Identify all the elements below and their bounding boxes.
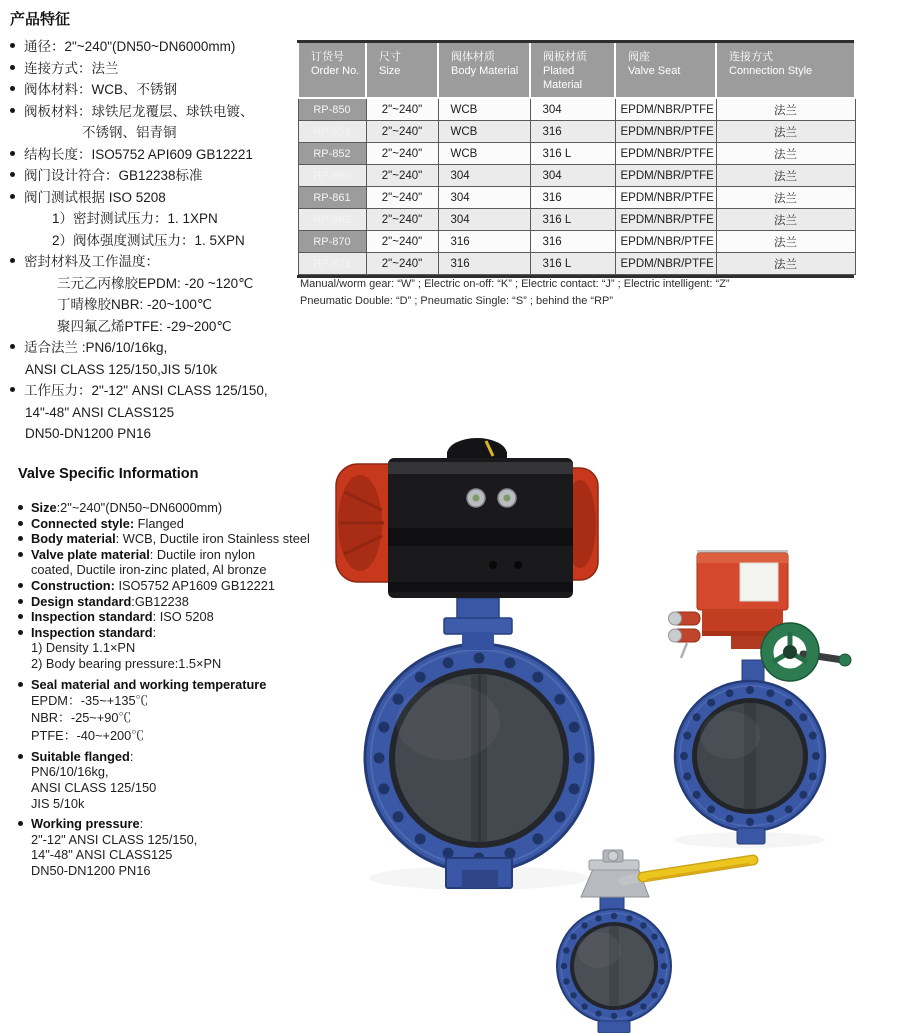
bullet-dot-icon — [10, 387, 15, 392]
table-row — [298, 121, 855, 143]
feature-line — [0, 230, 300, 252]
feature-text: 通径：2"~240"(DN50~DN6000mm) — [24, 39, 236, 54]
feature-line — [0, 208, 300, 230]
table-row — [298, 98, 855, 121]
feature-line — [0, 251, 300, 273]
feature-line — [0, 165, 300, 187]
bullet-dot-icon — [10, 108, 15, 113]
valve-body — [675, 660, 825, 844]
info-line: Suitable flanged: — [0, 749, 340, 765]
info-line: NBR：-25~+90℃ — [31, 710, 132, 726]
feature-line — [0, 187, 300, 209]
feature-text: 阀门测试根据 ISO 5208 — [24, 189, 166, 205]
cell-valve-seat: EPDM/NBR/PTFE — [615, 165, 716, 187]
table-row — [298, 165, 855, 187]
table-row — [298, 143, 855, 165]
col-header-connection-style: 连接方式 Connection Style — [716, 43, 855, 98]
col-header-size: 尺寸 Size — [366, 43, 438, 98]
info-line: EPDM：-35~+135℃ — [31, 693, 149, 709]
info-line: 14"-48" ANSI CLASS125 — [31, 847, 173, 863]
cell-body-material: 316 — [438, 231, 530, 253]
cell-connection: 法兰 — [716, 253, 855, 275]
cell-valve-seat: EPDM/NBR/PTFE — [615, 253, 716, 275]
bullet-dot-icon — [18, 630, 23, 635]
bullet-dot-icon — [18, 821, 23, 826]
features-cn-list — [0, 36, 300, 445]
feature-line — [0, 423, 300, 445]
info-line: coated, Ductile iron-zinc plated, Al bronze — [31, 562, 267, 578]
cell-valve-seat: EPDM/NBR/PTFE — [615, 143, 716, 165]
feature-line — [0, 380, 300, 402]
feature-text: 2）阀体强度测试压力：1. 5XPN — [52, 232, 245, 248]
info-line: PTFE：-40~+200℃ — [31, 727, 145, 743]
bottom-boss — [598, 1021, 630, 1033]
cell-body-material: WCB — [438, 121, 530, 143]
feature-line — [0, 402, 300, 424]
cell-valve-seat: EPDM/NBR/PTFE — [615, 121, 716, 143]
feature-line — [0, 273, 300, 295]
cell-plated-material: 316 — [530, 187, 615, 209]
cell-plated-material: 316 — [530, 121, 615, 143]
feature-line — [0, 337, 300, 359]
table-row — [298, 231, 855, 253]
cell-valve-seat: EPDM/NBR/PTFE — [615, 187, 716, 209]
feature-text: 工作压力：2"-12" ANSI CLASS 125/150, — [24, 383, 268, 398]
feature-line — [0, 359, 300, 381]
feature-text: 14"-48" ANSI CLASS125 — [25, 404, 175, 420]
table-row — [298, 187, 855, 209]
cell-valve-seat: EPDM/NBR/PTFE — [615, 209, 716, 231]
feature-line — [0, 144, 300, 166]
cell-plated-material: 316 — [530, 231, 615, 253]
cell-size: 2"~240" — [366, 209, 438, 231]
cable-glands — [669, 612, 701, 658]
feature-line — [0, 294, 300, 316]
feature-text: 结构长度：ISO5752 API609 GB12221 — [24, 146, 253, 162]
cell-body-material: 304 — [438, 209, 530, 231]
col-header-valve-seat: 阀座 Valve Seat — [615, 43, 716, 98]
handwheel — [761, 623, 851, 681]
pneumatic-actuator — [336, 438, 598, 598]
cell-plated-material: 316 L — [530, 253, 615, 275]
section-title-en: Valve Specific Information — [18, 466, 199, 482]
cell-order-no: RP-861 — [298, 187, 366, 209]
cell-valve-seat: EPDM/NBR/PTFE — [615, 231, 716, 253]
lever-butterfly-valve-photo — [535, 843, 770, 1033]
feature-line — [0, 101, 300, 123]
info-line: Construction: ISO5752 AP1609 GB12221 — [0, 578, 340, 594]
cell-connection: 法兰 — [716, 209, 855, 231]
cell-order-no: RP-850 — [298, 98, 366, 121]
col-header-order-no: 订货号 Order No. — [298, 43, 366, 98]
cell-connection: 法兰 — [716, 143, 855, 165]
bullet-dot-icon — [10, 43, 15, 48]
bullet-dot-icon — [18, 754, 23, 759]
info-line: Design standard:GB12238 — [0, 594, 340, 610]
cell-order-no: RP-862 — [298, 209, 366, 231]
cell-body-material: 304 — [438, 165, 530, 187]
cell-connection: 法兰 — [716, 165, 855, 187]
feature-text: 密封材料及工作温度： — [24, 254, 159, 269]
cell-size: 2"~240" — [366, 187, 438, 209]
cell-order-no: RP-871 — [298, 253, 366, 275]
cell-body-material: 316 — [438, 253, 530, 275]
info-line: Size:2"~240"(DN50~DN6000mm) — [0, 500, 340, 516]
feature-text: 不锈钢、铝青铜 — [82, 125, 177, 140]
handwheel-hub — [783, 645, 797, 659]
cell-size: 2"~240" — [366, 98, 438, 121]
info-line: Seal material and working temperature — [0, 677, 340, 693]
cell-connection: 法兰 — [716, 231, 855, 253]
info-line: 1) Density 1.1×PN — [31, 640, 136, 656]
bullet-dot-icon — [10, 194, 15, 199]
feature-line — [0, 36, 300, 58]
feature-line — [0, 58, 300, 80]
feature-line — [0, 122, 300, 144]
info-line: DN50-DN1200 PN16 — [31, 862, 151, 878]
valve-body — [557, 895, 671, 1033]
info-line: Valve plate material: Ductile iron nylon — [0, 547, 340, 563]
note-line: Manual/worm gear: “W” ; Electric on-off: “K” ; Electric contact: “J” ; Electric intelligent: “Z” — [300, 278, 730, 290]
lever-mechanism — [581, 850, 753, 897]
info-line: Connected style: Flanged — [0, 516, 340, 532]
bullet-dot-icon — [10, 258, 15, 263]
section-title-cn: 产品特征 — [10, 11, 71, 28]
feature-text: 1）密封测试压力：1. 1XPN — [52, 211, 218, 226]
cell-connection: 法兰 — [716, 187, 855, 209]
bottom-boss — [737, 828, 765, 844]
order-table — [297, 40, 854, 278]
note-line: Pneumatic Double: “D” ; Pneumatic Single: “S” ; behind the “RP” — [300, 295, 614, 307]
table-header-row — [298, 43, 855, 98]
col-header-body-material: 阀体材质 Body Material — [438, 43, 530, 98]
cell-size: 2"~240" — [366, 165, 438, 187]
info-line: ANSI CLASS 125/150 — [31, 779, 157, 795]
bullet-dot-icon — [18, 583, 23, 588]
feature-text: 丁晴橡胶NBR: -20~100℃ — [57, 297, 213, 312]
feature-text: 三元乙丙橡胶EPDM: -20 ~120℃ — [57, 275, 254, 291]
cell-size: 2"~240" — [366, 253, 438, 275]
info-line: JIS 5/10k — [31, 795, 85, 811]
mounting-neck — [444, 598, 512, 650]
col-header-plated-material: 阀板材质 Plated Material — [530, 43, 615, 98]
info-line: 2"-12" ANSI CLASS 125/150, — [31, 831, 198, 847]
bullet-dot-icon — [18, 614, 23, 619]
lever-handle — [643, 860, 753, 877]
cell-plated-material: 316 L — [530, 209, 615, 231]
table-note — [300, 276, 875, 310]
feature-text: 适合法兰 :PN6/10/16kg, — [24, 340, 168, 355]
feature-text: 阀门设计符合：GB12238标准 — [24, 168, 203, 183]
bullet-dot-icon — [10, 86, 15, 91]
cell-size: 2"~240" — [366, 143, 438, 165]
feature-text: 阀板材料：球铁尼龙覆层、球铁电镀、 — [24, 103, 254, 119]
info-line: 2) Body bearing pressure:1.5×PN — [31, 655, 222, 671]
cell-body-material: WCB — [438, 143, 530, 165]
bullet-dot-icon — [18, 536, 23, 541]
feature-text: 连接方式：法兰 — [24, 60, 119, 76]
bullet-dot-icon — [18, 505, 23, 510]
actuator-band — [388, 528, 573, 546]
feature-line — [0, 79, 300, 101]
bullet-dot-icon — [18, 599, 23, 604]
pneumatic-butterfly-valve-photo — [330, 432, 602, 895]
feature-text: DN50-DN1200 PN16 — [25, 426, 152, 441]
cell-order-no: RP-851 — [298, 121, 366, 143]
cell-connection: 法兰 — [716, 98, 855, 121]
table-row — [298, 209, 855, 231]
cell-order-no: RP-870 — [298, 231, 366, 253]
cell-plated-material: 304 — [530, 165, 615, 187]
bullet-dot-icon — [18, 521, 23, 526]
cell-valve-seat: EPDM/NBR/PTFE — [615, 98, 716, 121]
cell-order-no: RP-852 — [298, 143, 366, 165]
feature-text: 阀体材料：WCB、不锈钢 — [24, 82, 177, 97]
bullet-dot-icon — [10, 151, 15, 156]
cell-body-material: WCB — [438, 98, 530, 121]
info-line: Inspection standard: — [0, 625, 340, 641]
info-line: Body material: WCB, Ductile iron Stainless steel — [0, 531, 340, 547]
cell-connection: 法兰 — [716, 121, 855, 143]
cell-plated-material: 304 — [530, 98, 615, 121]
bullet-dot-icon — [10, 65, 15, 70]
bullet-dot-icon — [18, 552, 23, 557]
electric-butterfly-valve-photo — [645, 540, 855, 850]
cell-plated-material: 316 L — [530, 143, 615, 165]
cell-order-no: RP-860 — [298, 165, 366, 187]
bullet-dot-icon — [18, 682, 23, 687]
valve-info-list — [0, 500, 340, 878]
cell-size: 2"~240" — [366, 231, 438, 253]
feature-text: 聚四氟乙烯PTFE: -29~200℃ — [57, 318, 232, 334]
cell-size: 2"~240" — [366, 121, 438, 143]
bullet-dot-icon — [10, 344, 15, 349]
info-line: PN6/10/16kg, — [31, 764, 109, 780]
feature-line — [0, 316, 300, 338]
cell-body-material: 304 — [438, 187, 530, 209]
table-row — [298, 253, 855, 275]
info-line: Inspection standard: ISO 5208 — [0, 609, 340, 625]
info-line: Working pressure: — [0, 816, 340, 832]
nameplate-label — [740, 563, 778, 601]
feature-text: ANSI CLASS 125/150,JIS 5/10k — [25, 361, 218, 377]
bullet-dot-icon — [10, 172, 15, 177]
